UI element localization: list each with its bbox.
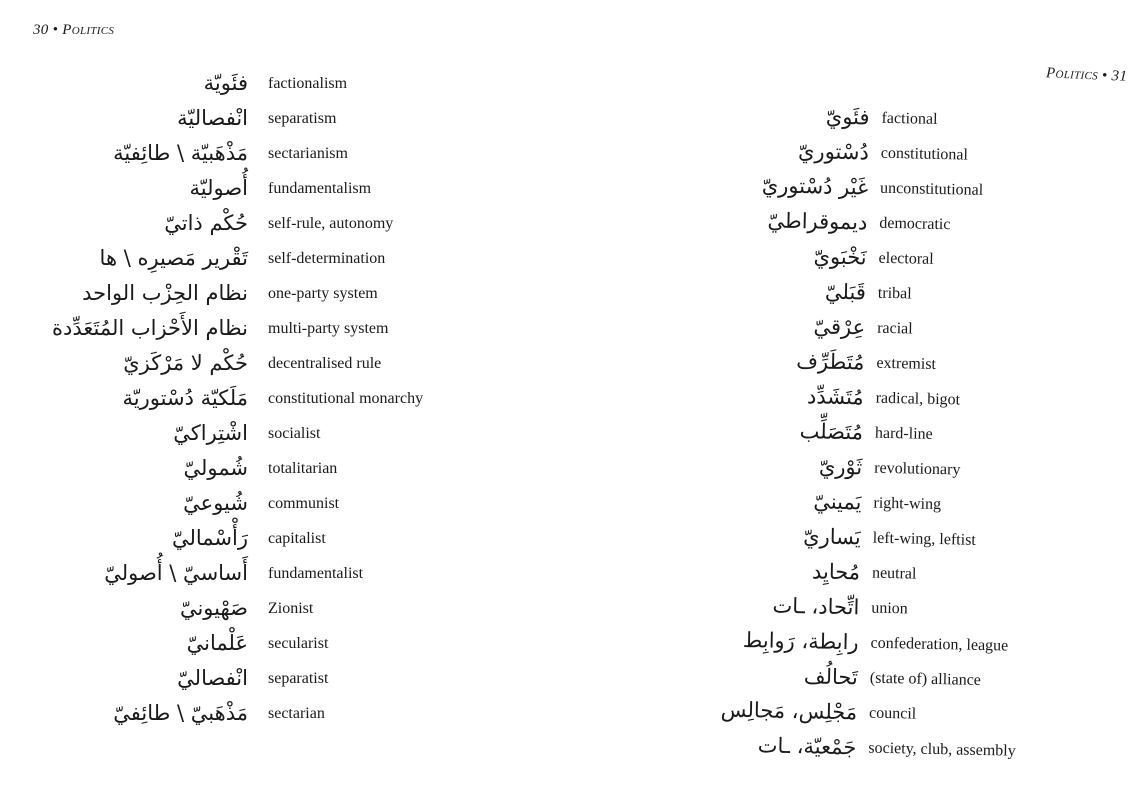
arabic-term: دُسْتوريّ	[797, 139, 870, 165]
right-page-number: 31	[1111, 68, 1128, 85]
english-translation: fundamentalist	[268, 564, 364, 582]
arabic-term: مُحايِد	[811, 559, 861, 585]
arabic-term: أُصوليّة	[189, 176, 248, 200]
left-vocabulary-list	[0, 66, 560, 731]
right-page-header	[1045, 65, 1127, 86]
arabic-term: حُكْم ذاتيّ	[164, 211, 248, 235]
vocabulary-entry	[0, 206, 560, 241]
vocabulary-entry	[0, 381, 560, 416]
vocabulary-entry	[0, 241, 560, 276]
vocabulary-entry	[0, 591, 560, 626]
arabic-term: نظام الحِزْب الواحد	[82, 281, 248, 305]
arabic-term: صَهْيونيّ	[179, 596, 248, 620]
english-translation: sectarian	[268, 704, 325, 722]
vocabulary-entry	[0, 451, 560, 486]
arabic-term: انْفصاليّ	[177, 666, 248, 690]
left-header-bullet: •	[52, 22, 59, 38]
english-translation: radical, bigot	[875, 389, 961, 408]
vocabulary-entry	[0, 346, 560, 381]
english-translation: multi-party system	[268, 319, 389, 337]
english-translation: tribal	[877, 284, 912, 302]
arabic-term: تَحالُف	[803, 664, 859, 690]
arabic-term: ثَوْريّ	[818, 454, 863, 480]
english-translation: left-wing, leftist	[872, 529, 977, 549]
english-translation: communist	[268, 494, 340, 512]
arabic-term: شُيوعيّ	[183, 491, 248, 515]
left-page-number: 30	[33, 22, 49, 38]
arabic-term: يَمينيّ	[813, 489, 862, 515]
arabic-term: حُكْم لا مَرْكَزيّ	[123, 351, 248, 375]
english-translation: council	[868, 704, 917, 723]
arabic-term: نظام الأَحْزاب المُتَعَدِّدة	[51, 316, 248, 340]
arabic-term: مُتَطَرِّف	[796, 349, 865, 375]
vocabulary-entry	[0, 661, 560, 696]
english-translation: electoral	[878, 249, 934, 268]
vocabulary-entry	[0, 521, 560, 556]
arabic-term: مَذْهَبيّ \ طائِفيّ	[113, 701, 248, 725]
arabic-term: قَبَليّ	[824, 279, 867, 305]
arabic-term: جَمْعيّة، ـات	[757, 733, 857, 760]
arabic-term: نَخْبَويّ	[813, 244, 867, 270]
left-section-title: Politics	[62, 22, 115, 38]
vocabulary-entry	[0, 486, 560, 521]
english-translation: neutral	[871, 564, 917, 583]
english-translation: right-wing	[873, 494, 942, 513]
vocabulary-entry	[0, 276, 560, 311]
english-translation: revolutionary	[874, 459, 961, 478]
right-header-bullet: •	[1101, 67, 1108, 84]
arabic-term: اشْتِراكيّ	[173, 421, 248, 445]
english-translation: one-party system	[268, 284, 378, 302]
vocabulary-entry	[0, 556, 560, 591]
english-translation: capitalist	[268, 529, 326, 547]
arabic-term: رَأْسْماليّ	[171, 526, 248, 550]
english-translation: decentralised rule	[268, 354, 382, 372]
english-translation: constitutional monarchy	[268, 389, 424, 407]
english-translation: extremist	[876, 354, 937, 373]
vocabulary-entry	[0, 416, 560, 451]
arabic-term: فئَويّ	[825, 104, 870, 130]
arabic-term: يَساريّ	[802, 524, 862, 550]
english-translation: democratic	[879, 214, 951, 233]
english-translation: separatist	[268, 669, 329, 687]
arabic-term: شُموليّ	[183, 456, 248, 480]
english-translation: constitutional	[880, 144, 969, 164]
arabic-term: أَساسيّ \ أُصوليّ	[104, 561, 248, 585]
english-translation: Zionist	[268, 599, 314, 617]
english-translation: union	[871, 599, 908, 617]
english-translation: unconstitutional	[879, 179, 984, 199]
arabic-term: تَقْرير مَصيرِه \ ها	[99, 246, 248, 270]
english-translation: factional	[881, 109, 938, 128]
english-translation: sectarianism	[268, 144, 348, 162]
arabic-term: فئَويّة	[203, 71, 248, 95]
english-translation: society, club, assembly	[868, 739, 1016, 760]
english-translation: self-rule, autonomy	[268, 214, 394, 232]
arabic-term: عَلْمانيّ	[186, 631, 248, 655]
arabic-term: رابِطة، رَوابِط	[742, 627, 859, 655]
vocabulary-entry	[0, 101, 560, 136]
arabic-term: مَلَكيّة دُسْتوريّة	[122, 386, 248, 410]
english-translation: totalitarian	[268, 459, 338, 477]
vocabulary-entry	[0, 136, 560, 171]
english-translation: separatism	[268, 109, 337, 127]
vocabulary-entry	[0, 311, 560, 346]
arabic-term: انْفصاليّة	[177, 106, 248, 130]
arabic-term: مَذْهَبيّة \ طائِفيّة	[113, 141, 248, 165]
vocabulary-entry	[0, 696, 560, 731]
english-translation: factionalism	[268, 74, 348, 92]
arabic-term: مُتَصَلِّب	[799, 419, 864, 445]
arabic-term: ديموقراطيّ	[767, 208, 868, 235]
english-translation: racial	[876, 319, 913, 337]
english-translation: socialist	[268, 424, 321, 442]
arabic-term: عِرْقيّ	[813, 314, 866, 340]
english-translation: fundamentalism	[268, 179, 372, 197]
english-translation: secularist	[268, 634, 329, 652]
arabic-term: اتِّحاد، ـات	[772, 593, 860, 620]
vocabulary-entry	[0, 171, 560, 206]
arabic-term: مُتَشَدِّد	[806, 384, 864, 410]
left-page-header	[33, 22, 114, 39]
right-section-title: Politics	[1045, 65, 1099, 84]
english-translation: hard-line	[874, 424, 933, 443]
right-vocabulary-list	[546, 94, 1145, 771]
arabic-term: غَيْر دُسْتوريّ	[761, 173, 869, 200]
vocabulary-entry	[0, 626, 560, 661]
arabic-term: مَجْلِس، مَجالِس	[720, 697, 858, 725]
english-translation: self-determination	[268, 249, 386, 267]
english-translation: (state of) alliance	[869, 669, 982, 689]
left-page	[0, 0, 560, 789]
right-page	[560, 0, 1145, 789]
vocabulary-entry	[0, 66, 560, 101]
english-translation: confederation, league	[870, 634, 1009, 655]
